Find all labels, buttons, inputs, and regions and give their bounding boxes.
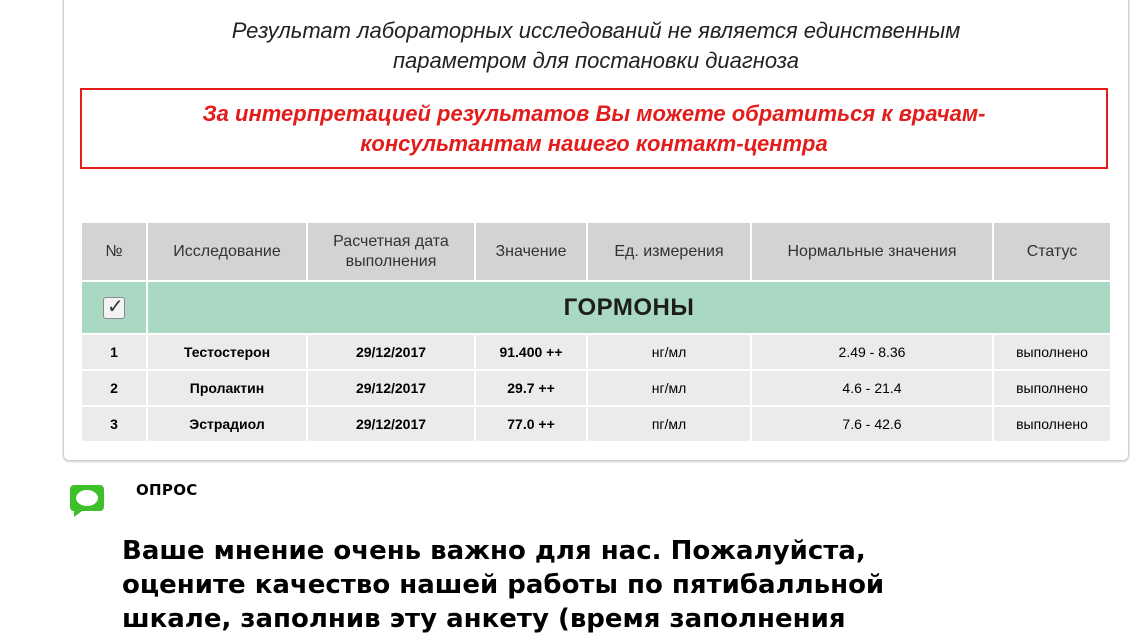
disclaimer-text: [63, 16, 1129, 76]
group-title-cell: [147, 281, 1111, 334]
group-checkbox-cell[interactable]: [81, 281, 147, 334]
row-unit: нг/мл: [587, 334, 751, 370]
header-number: №: [81, 222, 147, 281]
row-date: 29/12/2017: [307, 334, 475, 370]
table-row: [81, 406, 1111, 442]
table-row: [81, 334, 1111, 370]
survey-text-line-3: шкале, заполнив эту анкету (время заполнения: [122, 604, 846, 634]
table-row: [81, 370, 1111, 406]
row-value: 29.7 ++: [475, 370, 587, 406]
row-number: 1: [81, 334, 147, 370]
row-date: 29/12/2017: [307, 406, 475, 442]
row-test-name: Тестостерон: [147, 334, 307, 370]
consult-notice-line-1: За интерпретацией результатов Вы можете обратиться к врачам-: [202, 100, 986, 126]
row-unit: пг/мл: [587, 406, 751, 442]
row-test-name: Пролактин: [147, 370, 307, 406]
row-number: 2: [81, 370, 147, 406]
results-table: [80, 221, 1112, 443]
row-number: 3: [81, 406, 147, 442]
header-value: Значение: [475, 222, 587, 281]
group-title: ГОРМОНЫ: [563, 293, 695, 321]
row-normal-range: 2.49 - 8.36: [751, 334, 993, 370]
check-glyph: ✓: [107, 295, 124, 318]
row-normal-range: 4.6 - 21.4: [751, 370, 993, 406]
row-unit: нг/мл: [587, 370, 751, 406]
row-status: выполнено: [993, 406, 1111, 442]
table-header-row: [81, 222, 1111, 281]
survey-text-line-2: оцените качество нашей работы по пятибалльной: [122, 570, 885, 600]
row-value: 91.400 ++: [475, 334, 587, 370]
row-status: выполнено: [993, 334, 1111, 370]
consult-notice-text: [163, 99, 1026, 159]
row-value: 77.0 ++: [475, 406, 587, 442]
disclaimer-line-1: Результат лабораторных исследований не является единственным: [231, 18, 961, 43]
group-row-hormones: [81, 281, 1111, 334]
survey-text-line-1: Ваше мнение очень важно для нас. Пожалуйста,: [122, 536, 866, 566]
chat-bubble-icon: [68, 482, 106, 518]
row-normal-range: 7.6 - 42.6: [751, 406, 993, 442]
header-status: Статус: [993, 222, 1111, 281]
row-test-name: Эстрадиол: [147, 406, 307, 442]
header-test: Исследование: [147, 222, 307, 281]
check-icon[interactable]: [103, 297, 125, 319]
consult-notice-box: [80, 88, 1108, 169]
survey-invitation-text: [122, 534, 1002, 636]
survey-label: ОПРОС: [136, 481, 198, 499]
header-unit: Ед. измерения: [587, 222, 751, 281]
header-date: Расчетная дата выполнения: [307, 222, 475, 281]
row-status: выполнено: [993, 370, 1111, 406]
consult-notice-line-2: консультантам нашего контакт-центра: [360, 130, 828, 156]
row-date: 29/12/2017: [307, 370, 475, 406]
header-normal-range: Нормальные значения: [751, 222, 993, 281]
disclaimer-line-2: параметром для постановки диагноза: [392, 48, 800, 73]
